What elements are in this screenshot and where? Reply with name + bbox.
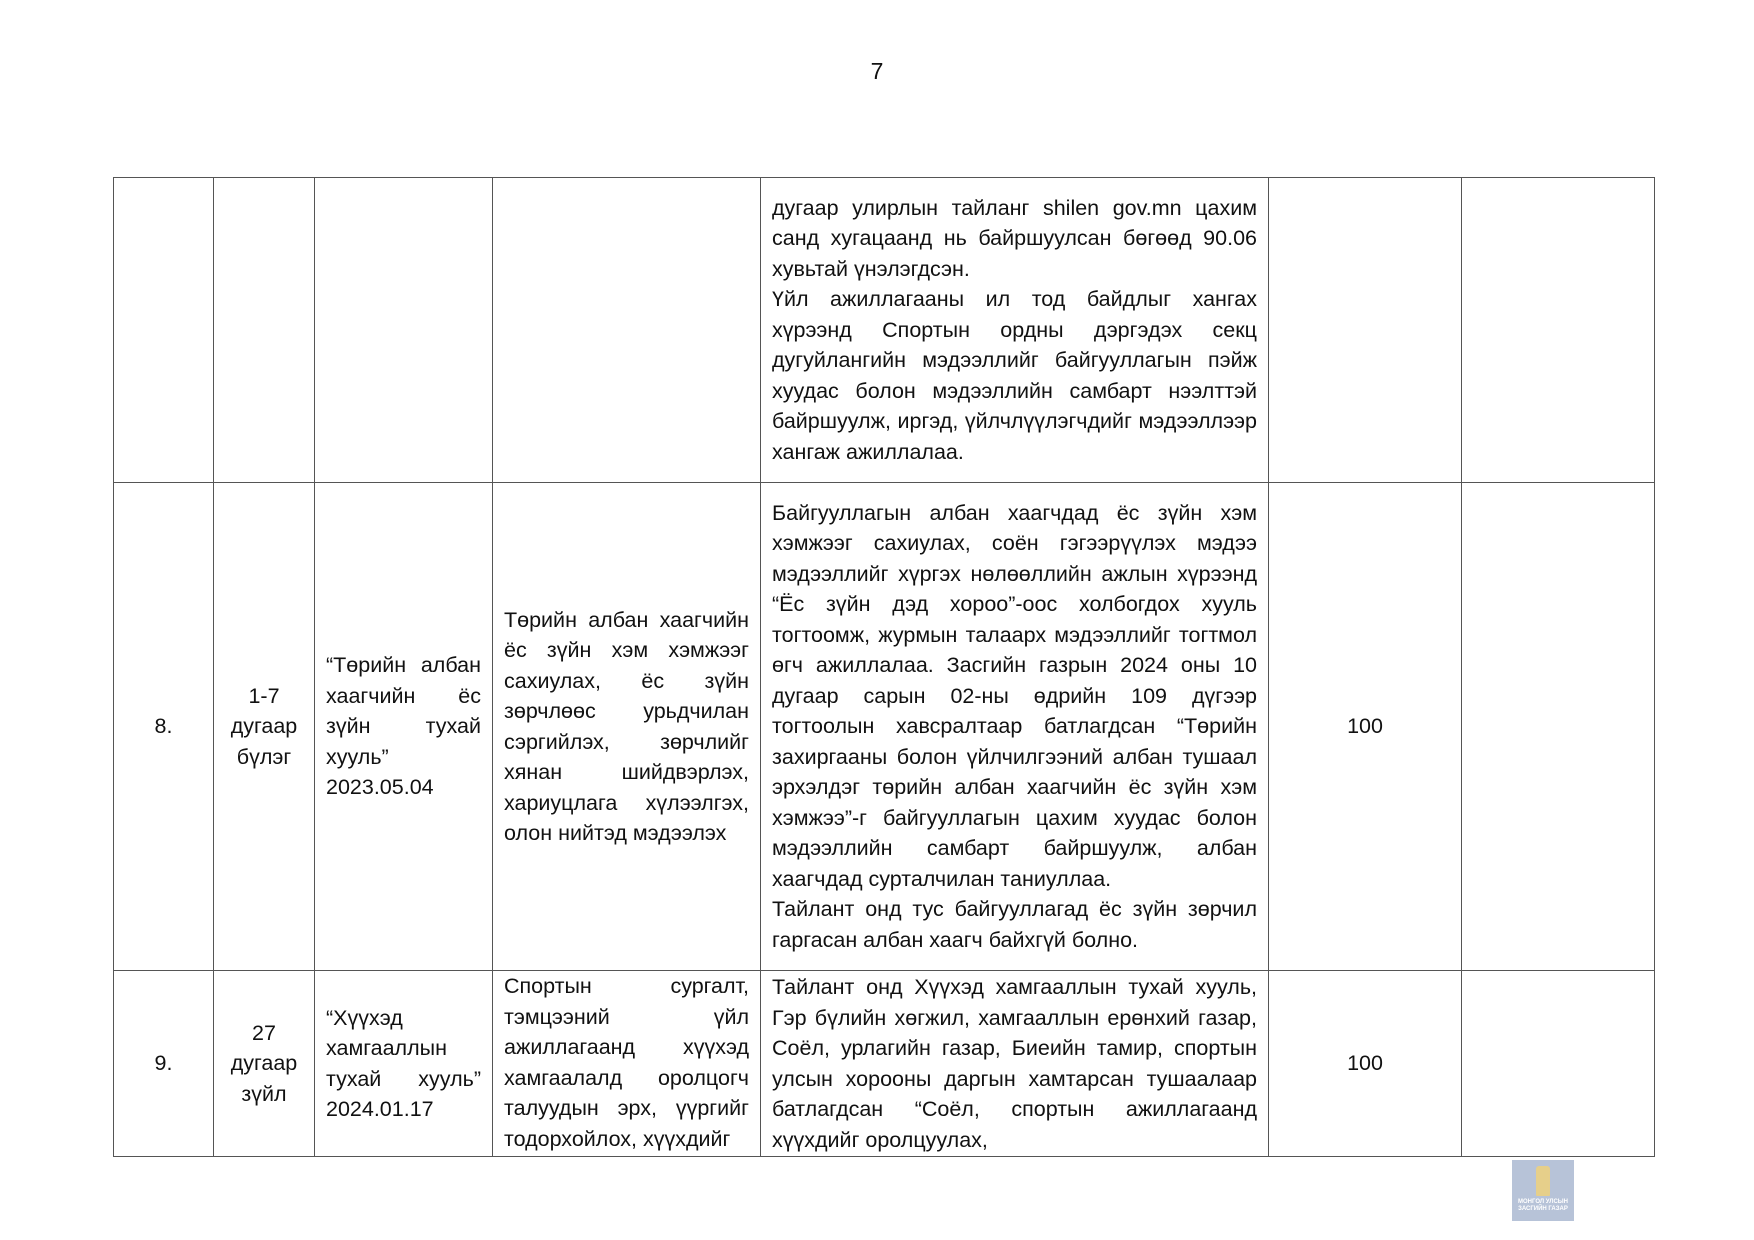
table-row bbox=[114, 971, 1655, 1157]
row-number-cell: 8. bbox=[114, 483, 214, 971]
article-cell bbox=[214, 178, 315, 483]
note-cell bbox=[1462, 178, 1655, 483]
law-cell bbox=[315, 178, 493, 483]
law-cell: “Хүүхэд хамгааллын тухай хууль” 2024.01.17 bbox=[315, 971, 493, 1157]
page-number: 7 bbox=[870, 58, 884, 84]
activity-cell bbox=[761, 483, 1269, 971]
percent-cell: 100 bbox=[1269, 971, 1462, 1157]
task-cell bbox=[493, 178, 761, 483]
logo-text-line: ЗАСГИЙН ГАЗАР bbox=[1518, 1206, 1568, 1212]
table-row bbox=[114, 483, 1655, 971]
row-number-cell: 9. bbox=[114, 971, 214, 1157]
report-table bbox=[113, 177, 1655, 1157]
activity-paragraph: Үйл ажиллагааны ил тод байдлыг хангах хүрээнд Спортын ордны дэргэдэх секц дугуйлангийн мэдээллийг байгууллагын пэйж хуудас болон мэдээллийн самбарт нээлттэй байршуулж, иргэд, үйлчлүүлэгчдийг мэдээллээр хангаж ажиллалаа. bbox=[772, 287, 1257, 464]
activity-cell bbox=[761, 178, 1269, 483]
law-cell: “Төрийн албан хаагчийн ёс зүйн тухай хууль” 2023.05.04 bbox=[315, 483, 493, 971]
row-number-cell bbox=[114, 178, 214, 483]
activity-cell bbox=[761, 971, 1269, 1157]
table-row bbox=[114, 178, 1655, 483]
percent-cell bbox=[1269, 178, 1462, 483]
soyombo-emblem-icon bbox=[1536, 1166, 1550, 1196]
article-cell: 1-7 дугаар бүлэг bbox=[214, 483, 315, 971]
logo-text bbox=[1518, 1199, 1568, 1213]
activity-paragraph: Тайлант онд тус байгууллагад ёс зүйн зөрчил гаргасан албан хаагч байхгүй болно. bbox=[772, 897, 1257, 952]
task-cell: Төрийн албан хаагчийн ёс зүйн хэм хэмжээг сахиулах, ёс зүйн зөрчлөөс урьдчилан сэргийлэх, зөрчлийг хянан шийдвэрлэх, хариуцлага хүлээлгэх, олон нийтэд мэдээлэх bbox=[493, 483, 761, 971]
note-cell bbox=[1462, 971, 1655, 1157]
percent-cell: 100 bbox=[1269, 483, 1462, 971]
task-cell: Спортын сургалт, тэмцээний үйл ажиллагаанд хүүхэд хамгаалалд оролцогч талуудын эрх, үүргийг тодорхойлох, хүүхдийг bbox=[493, 971, 761, 1157]
activity-paragraph: дугаар улирлын тайланг shilen gov.mn цахим санд хугацаанд нь байршуулсан бөгөөд 90.06 хувьтай үнэлэгдсэн. bbox=[772, 195, 1257, 281]
article-cell: 27 дугаар зүйл bbox=[214, 971, 315, 1157]
logo-text-line: МОНГОЛ УЛСЫН bbox=[1518, 1199, 1568, 1205]
government-logo bbox=[1512, 1160, 1574, 1221]
activity-paragraph: Байгууллагын албан хаагчдад ёс зүйн хэм хэмжээг сахиулах, соён гэгээрүүлэх мэдээ мэдээллийг хүргэх нөлөөллийн ажлын хүрээнд “Ёс зүйн дэд хороо”-оос холбогдох хууль тогтоомж, журмын талаарх мэдээллийг тогтмол өгч ажиллалаа. Засгийн газрын 2024 оны 10 дугаар сарын 02-ны өдрийн 109 дүгээр тогтоолын хавсралтаар батлагдсан “Төрийн захиргааны болон үйлчилгээний албан тушаал эрхэлдэг төрийн албан хаагчийн ёс зүйн хэм хэмжээ”-г байгууллагын цахим хуудас болон мэдээллийн самбарт байршуулж, албан хаагчдад сурталчилан таниуллаа. bbox=[772, 500, 1257, 891]
activity-paragraph: Тайлант онд Хүүхэд хамгааллын тухай хууль, Гэр бүлийн хөгжил, хамгааллын ерөнхий газар, Соёл, урлагийн газар, Биеийн тамир, спортын улсын хорооны даргын хамтарсан тушаалаар батлагдсан “Соёл, спортын ажиллагаанд хүүхдийг оролцуулах, bbox=[772, 975, 1257, 1152]
note-cell bbox=[1462, 483, 1655, 971]
